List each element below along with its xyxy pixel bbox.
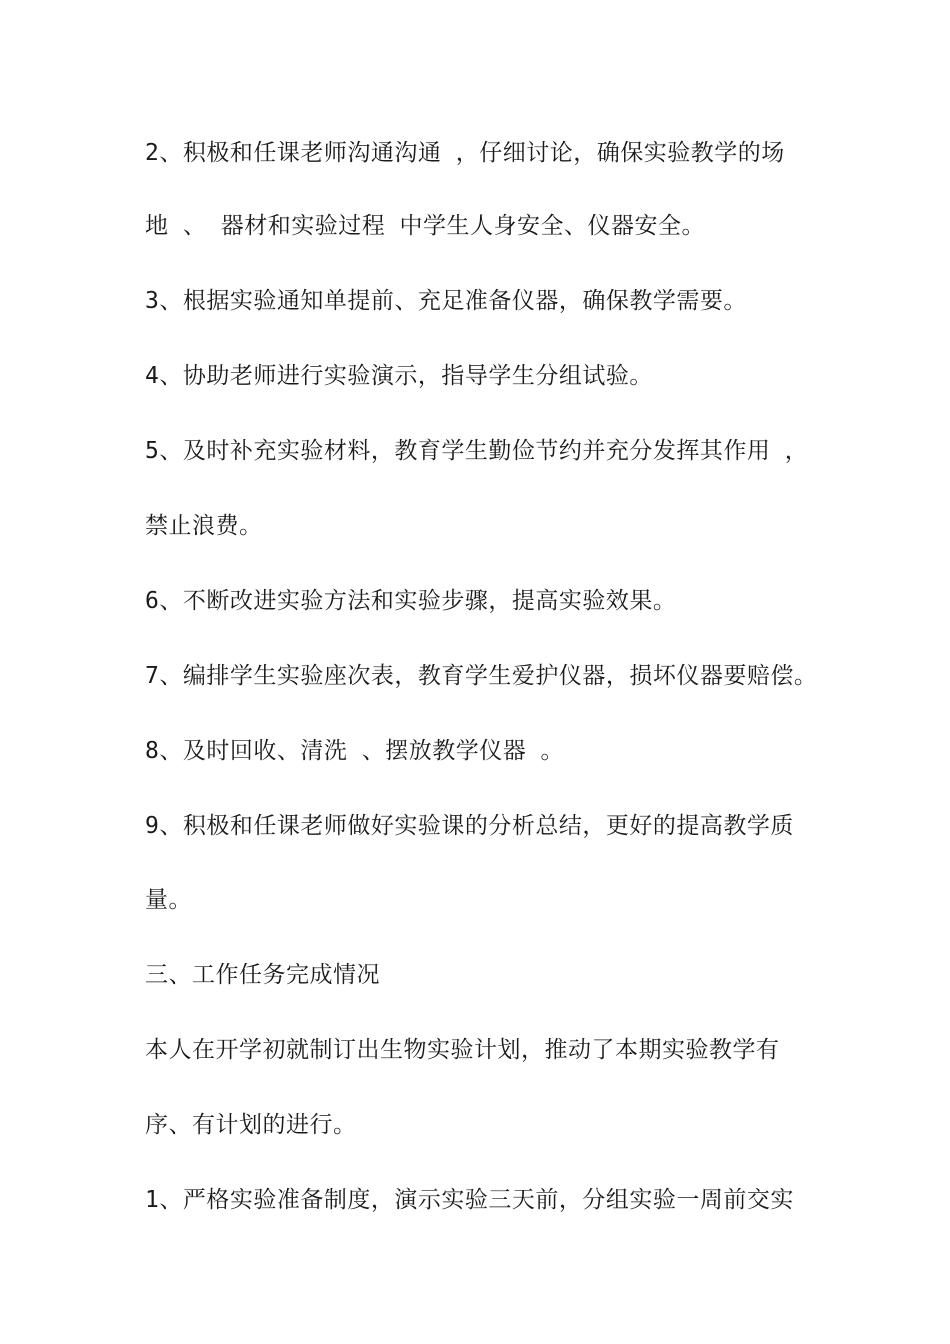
paragraph-line: 序、有计划的进行。	[145, 1112, 357, 1138]
paragraph-line: 禁止浪费。	[145, 513, 263, 539]
paragraph-line: 本人在开学初就制订出生物实验计划，推动了本期实验教学有	[145, 1037, 780, 1063]
paragraph-line: 3、根据实验通知单提前、充足准备仪器，确保教学需要。	[145, 288, 747, 314]
paragraph-line: 6、不断改进实验方法和实验步骤，提高实验效果。	[145, 588, 677, 614]
paragraph-line: 2、积极和任课老师沟通沟通 ，仔细讨论，确保实验教学的场	[145, 140, 785, 166]
paragraph-line: 地 、 器材和实验过程 中学生人身安全、仪器安全。	[145, 213, 706, 239]
paragraph-line: 1、严格实验准备制度，演示实验三天前，分组实验一周前交实	[145, 1187, 794, 1213]
paragraph-line: 4、协助老师进行实验演示，指导学生分组试验。	[145, 363, 653, 389]
paragraph-line: 7、编排学生实验座次表，教育学生爱护仪器，损坏仪器要赔偿。	[145, 663, 818, 689]
paragraph-line: 8、及时回收、清洗 、摆放教学仪器 。	[145, 738, 565, 764]
paragraph-line: 9、积极和任课老师做好实验课的分析总结，更好的提高教学质	[145, 813, 794, 839]
paragraph-line: 5、及时补充实验材料，教育学生勤俭节约并充分发挥其作用 ，	[145, 438, 809, 464]
section-heading: 三、工作任务完成情况	[145, 962, 380, 988]
paragraph-line: 量。	[145, 887, 192, 913]
